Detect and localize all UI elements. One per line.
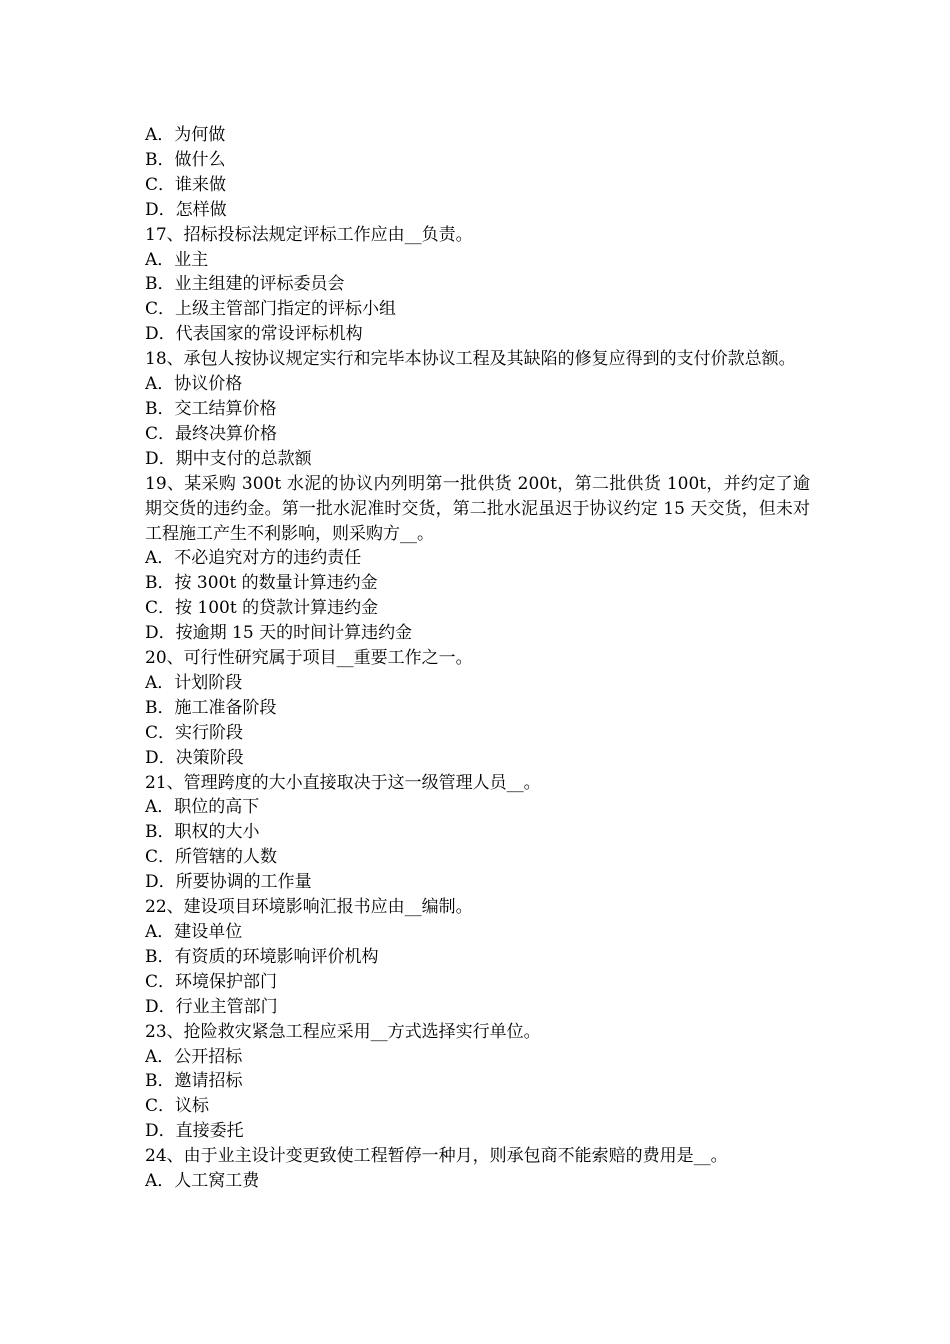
option-21-a: A．职位的高下 (145, 797, 260, 818)
option-18-d: D．期中支付的总款额 (145, 448, 312, 469)
option-18-a: A．协议价格 (145, 374, 243, 395)
question-18: 18、承包人按协议规定实行和完毕本协议工程及其缺陷的修复应得到的支付价款总额。 (145, 349, 796, 370)
option-18-c: C．最终决算价格 (145, 423, 278, 444)
option-19-c: C．按 100t 的贷款计算违约金 (145, 598, 379, 619)
option-22-b: B．有资质的环境影响评价机构 (145, 946, 379, 967)
option-16-c: C．谁来做 (145, 174, 227, 195)
option-20-c: C．实行阶段 (145, 722, 244, 743)
option-23-d: D．直接委托 (145, 1121, 244, 1142)
question-23: 23、抢险救灾紧急工程应采用__方式选择实行单位。 (145, 1021, 541, 1042)
question-21: 21、管理跨度的大小直接取决于这一级管理人员__。 (145, 772, 541, 793)
option-19-a: A．不必追究对方的违约责任 (145, 548, 362, 569)
option-17-b: B．业主组建的评标委员会 (145, 274, 345, 295)
option-17-a: A．业主 (145, 249, 209, 270)
option-17-d: D．代表国家的常设评标机构 (145, 324, 363, 345)
option-20-d: D．决策阶段 (145, 747, 244, 768)
question-20: 20、可行性研究属于项目__重要工作之一。 (145, 648, 473, 669)
question-19: 19、某采购 300t 水泥的协议内列明第一批供货 200t，第二批供货 100t，并约定了逾期交货的违约金。第一批水泥准时交货，第二批水泥虽迟于协议约定 15 天交货，但未对工程施工产生不利影响，则采购方__。 (145, 473, 810, 544)
question-24: 24、由于业主设计变更致使工程暂停一种月，则承包商不能索赔的费用是__。 (145, 1146, 728, 1167)
question-17: 17、招标投标法规定评标工作应由__负责。 (145, 224, 473, 245)
document-page (145, 123, 810, 1194)
option-22-d: D．行业主管部门 (145, 996, 278, 1017)
option-20-a: A．计划阶段 (145, 672, 243, 693)
option-23-a: A．公开招标 (145, 1046, 243, 1067)
option-16-d: D．怎样做 (145, 199, 227, 220)
option-21-d: D．所要协调的工作量 (145, 872, 312, 893)
option-19-d: D．按逾期 15 天的时间计算违约金 (145, 623, 413, 644)
question-22: 22、建设项目环境影响汇报书应由__编制。 (145, 897, 473, 918)
option-16-a: A．为何做 (145, 125, 226, 145)
option-16-b: B．做什么 (145, 149, 226, 170)
option-23-b: B．邀请招标 (145, 1071, 243, 1092)
option-17-c: C．上级主管部门指定的评标小组 (145, 299, 397, 320)
option-21-c: C．所管辖的人数 (145, 847, 278, 868)
option-22-c: C．环境保护部门 (145, 971, 278, 992)
option-23-c: C．议标 (145, 1096, 210, 1117)
option-18-b: B．交工结算价格 (145, 398, 277, 419)
option-21-b: B．职权的大小 (145, 822, 260, 843)
option-22-a: A．建设单位 (145, 922, 243, 942)
option-19-b: B．按 300t 的数量计算违约金 (145, 573, 378, 594)
option-20-b: B．施工准备阶段 (145, 697, 277, 718)
option-24-a: A．人工窝工费 (145, 1171, 260, 1192)
